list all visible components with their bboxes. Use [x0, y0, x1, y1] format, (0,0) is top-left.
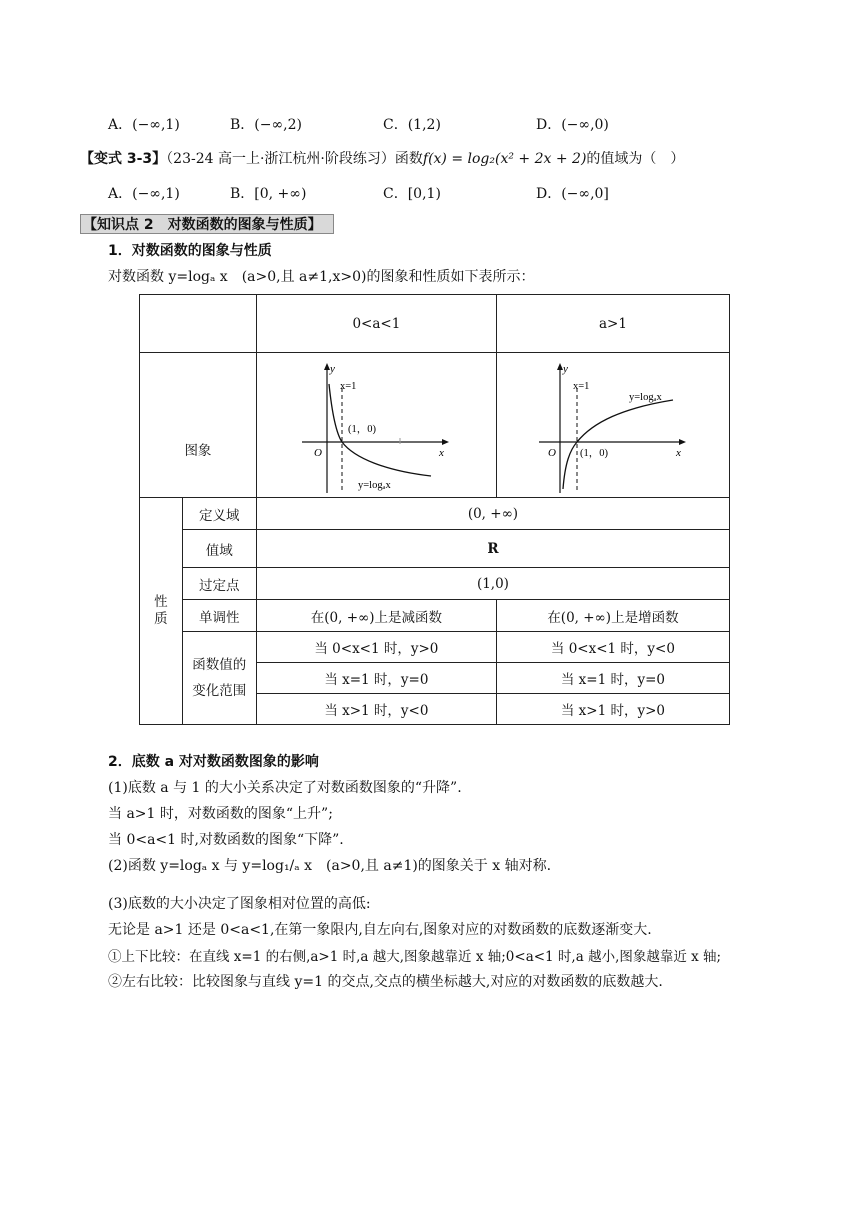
question-3-3 [80, 148, 684, 168]
subheading-1: 1．对数函数的图象与性质 [108, 243, 272, 259]
question-stem-suffix: 的值域为（ ） [586, 151, 685, 167]
change-row2-inc: 当 x=1 时，y=0 [496, 663, 729, 694]
monotonicity-decreasing: 在(0, +∞)上是减函数 [256, 600, 496, 632]
graph-increasing [533, 358, 693, 493]
question-stem-prefix: 函数 [394, 151, 423, 167]
props-label: 性 质 [140, 498, 183, 725]
graph-label: 图象 [140, 353, 257, 498]
change-row1-dec: 当 0<x<1 时，y>0 [256, 632, 496, 663]
value-change-label: 函数值的 变化范围 [182, 632, 256, 725]
graph2-origin: O [547, 446, 556, 459]
domain-label: 定义域 [182, 498, 256, 530]
graph2-curve-label: y=logₐx [628, 391, 662, 403]
graph1-y-label: y [330, 362, 336, 375]
part2-line-5: (3)底数的大小决定了图象相对位置的高低: [108, 896, 371, 912]
monotonicity-label: 单调性 [182, 600, 256, 632]
graph1-point-label: (1，0) [348, 423, 377, 435]
section-heading: 【知识点 2 对数函数的图象与性质】 [80, 214, 334, 234]
graph-decreasing [296, 358, 456, 493]
option-b: B．[0, +∞) [230, 186, 307, 202]
fixed-point-value: (1,0) [256, 568, 729, 600]
question-label: 【变式 3-3】 [80, 151, 167, 167]
change-row2-dec: 当 x=1 时，y=0 [256, 663, 496, 694]
option-c: C．[0,1) [383, 186, 441, 202]
col-header-increasing: a>1 [496, 295, 729, 353]
graph-increasing-cell [496, 353, 729, 498]
fixed-point-label: 过定点 [182, 568, 256, 600]
option-a: A．(−∞,1) [108, 117, 180, 133]
graph2-point-label: (1，0) [579, 447, 608, 459]
graph2-x-label: x [675, 446, 681, 459]
graph1-x1-label: x=1 [340, 380, 357, 392]
question-source: （23-24 高一上·浙江杭州·阶段练习） [166, 151, 395, 167]
part2-line-3: 当 0<a<1 时,对数函数的图象“下降”. [108, 832, 344, 848]
option-b: B．(−∞,2) [230, 117, 302, 133]
change-row3-dec: 当 x>1 时，y<0 [256, 694, 496, 725]
part2-line-7: ①上下比较：在直线 x=1 的右侧,a>1 时,a 越大,图象越靠近 x 轴;0<a<1 时,a 越小,图象越靠近 x 轴; [108, 949, 722, 965]
part2-line-6: 无论是 a>1 还是 0<a<1,在第一象限内,自左向右,图象对应的对数函数的底数逐渐变大. [108, 922, 652, 938]
part2-line-8: ②左右比较：比较图象与直线 y=1 的交点,交点的横坐标越大,对应的对数函数的底数越大. [108, 974, 663, 990]
change-row1-inc: 当 0<x<1 时，y<0 [496, 632, 729, 663]
table-corner [140, 295, 257, 353]
graph2-x1-label: x=1 [572, 380, 590, 392]
option-d: D．(−∞,0] [536, 186, 609, 202]
option-a: A．(−∞,1) [108, 186, 180, 202]
graph1-origin: O [314, 446, 323, 459]
graph2-y-label: y [562, 362, 568, 375]
graph1-x-label: x [439, 446, 445, 459]
option-d: D．(−∞,0) [536, 117, 609, 133]
domain-value: (0, +∞) [256, 498, 729, 530]
change-row3-inc: 当 x>1 时，y>0 [496, 694, 729, 725]
graph-decreasing-cell [256, 353, 496, 498]
range-label: 值域 [182, 530, 256, 568]
properties-table [139, 294, 730, 725]
col-header-decreasing: 0<a<1 [256, 295, 496, 353]
option-c: C．(1,2) [383, 117, 441, 133]
intro-text: 对数函数 y=logₐ x (a>0,且 a≠1,x>0)的图象和性质如下表所示： [108, 269, 535, 285]
monotonicity-increasing: 在(0, +∞)上是增函数 [496, 600, 729, 632]
question-formula: f(x) = log₂(x² + 2x + 2) [422, 151, 587, 167]
part2-line-2: 当 a>1 时，对数函数的图象“上升”; [108, 806, 333, 822]
graph1-curve-label: y=logₐx [358, 479, 392, 491]
subheading-2: 2．底数 a 对对数函数图象的影响 [108, 754, 319, 770]
range-value: R [256, 530, 729, 568]
part2-line-4: (2)函数 y=logₐ x 与 y=log₁/ₐ x (a>0,且 a≠1)的图象关于 x 轴对称. [108, 858, 552, 874]
part2-line-1: (1)底数 a 与 1 的大小关系决定了对数函数图象的“升降”. [108, 780, 462, 796]
